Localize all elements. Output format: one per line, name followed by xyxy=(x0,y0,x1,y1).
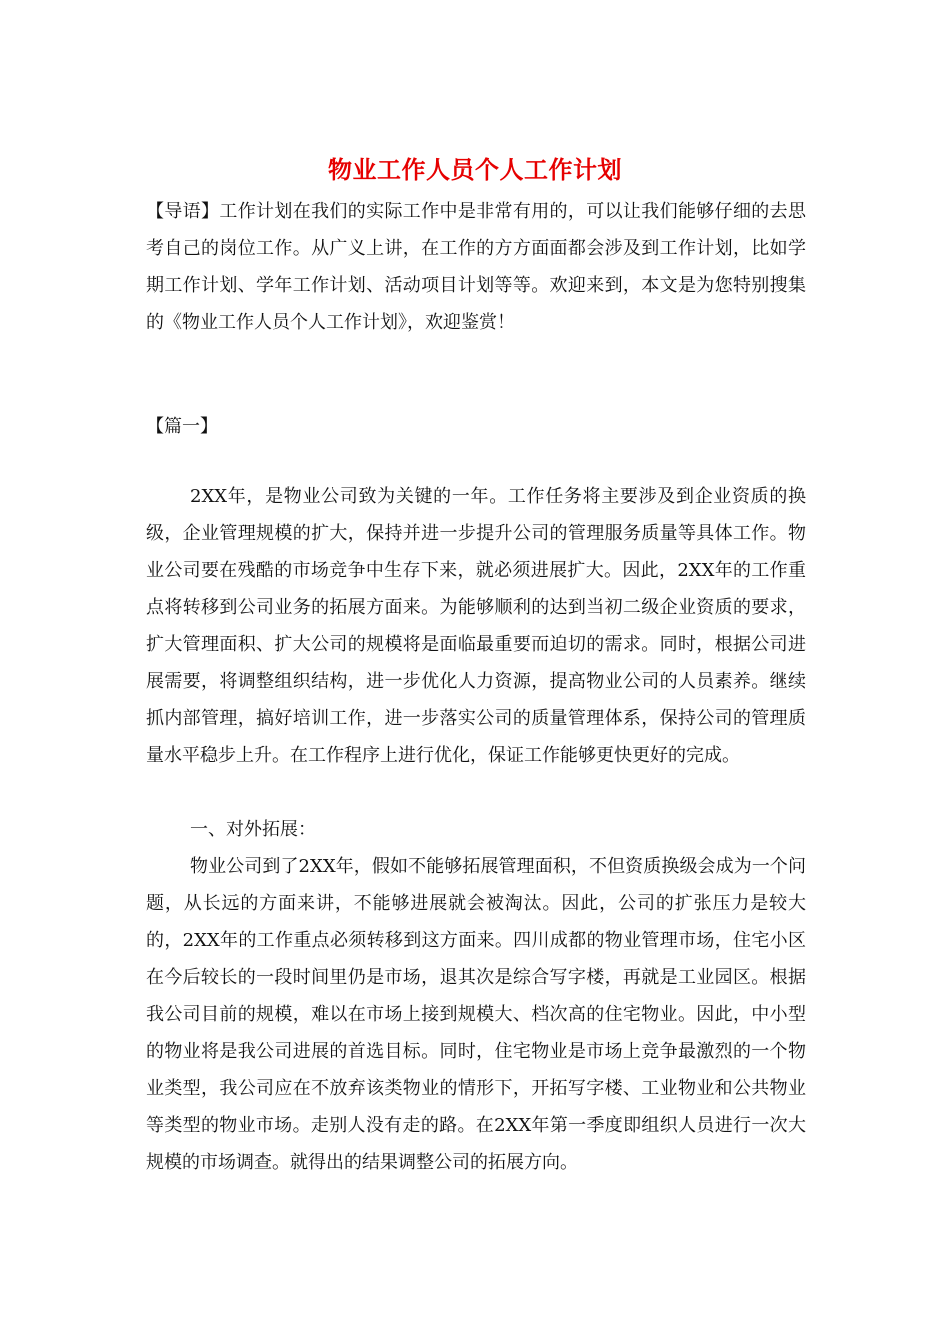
body-paragraph-1: 2XX年，是物业公司致为关键的一年。工作任务将主要涉及到企业资质的换级，企业管理规模的扩大，保持并进一步提升公司的管理服务质量等具体工作。物业公司要在残酷的市场竞争中生存下来，就必须进展扩大。因此，2XX年的工作重点将转移到公司业务的拓展方面来。为能够顺利的达到当初二级企业资质的要求，扩大管理面积、扩大公司的规模将是面临最重要而迫切的需求。同时，根据公司进展需要，将调整组织结构，进一步优化人力资源，提高物业公司的人员素养。继续抓内部管理，搞好培训工作，进一步落实公司的质量管理体系，保持公司的管理质量水平稳步上升。在工作程序上进行优化，保证工作能够更快更好的完成。 xyxy=(146,486,806,766)
intro-paragraph: 【导语】工作计划在我们的实际工作中是非常有用的，可以让我们能够仔细的去思考自己的岗位工作。从广义上讲，在工作的方方面面都会涉及到工作计划，比如学期工作计划、学年工作计划、活动项目计划等等。欢迎来到，本文是为您特别搜集的《物业工作人员个人工作计划》，欢迎鉴赏！ xyxy=(146,201,806,333)
section-heading-external-expansion: 一、对外拓展： xyxy=(190,819,316,840)
section-label: 【篇一】 xyxy=(146,416,218,437)
body-paragraph-2: 物业公司到了2XX年，假如不能够拓展管理面积，不但资质换级会成为一个问题，从长远的方面来讲，不能够进展就会被淘汰。因此，公司的扩张压力是较大的，2XX年的工作重点必须转移到这方面来。四川成都的物业管理市场，住宅小区在今后较长的一段时间里仍是市场，退其次是综合写字楼，再就是工业园区。根据我公司目前的规模，难以在市场上接到规模大、档次高的住宅物业。因此，中小型的物业将是我公司进展的首选目标。同时，住宅物业是市场上竞争最激烈的一个物业类型，我公司应在不放弃该类物业的情形下，开拓写字楼、工业物业和公共物业等类型的物业市场。走别人没有走的路。在2XX年第一季度即组织人员进行一次大规模的市场调查。就得出的结果调整公司的拓展方向。 xyxy=(146,856,806,1173)
document-title: 物业工作人员个人工作计划 xyxy=(328,155,622,184)
